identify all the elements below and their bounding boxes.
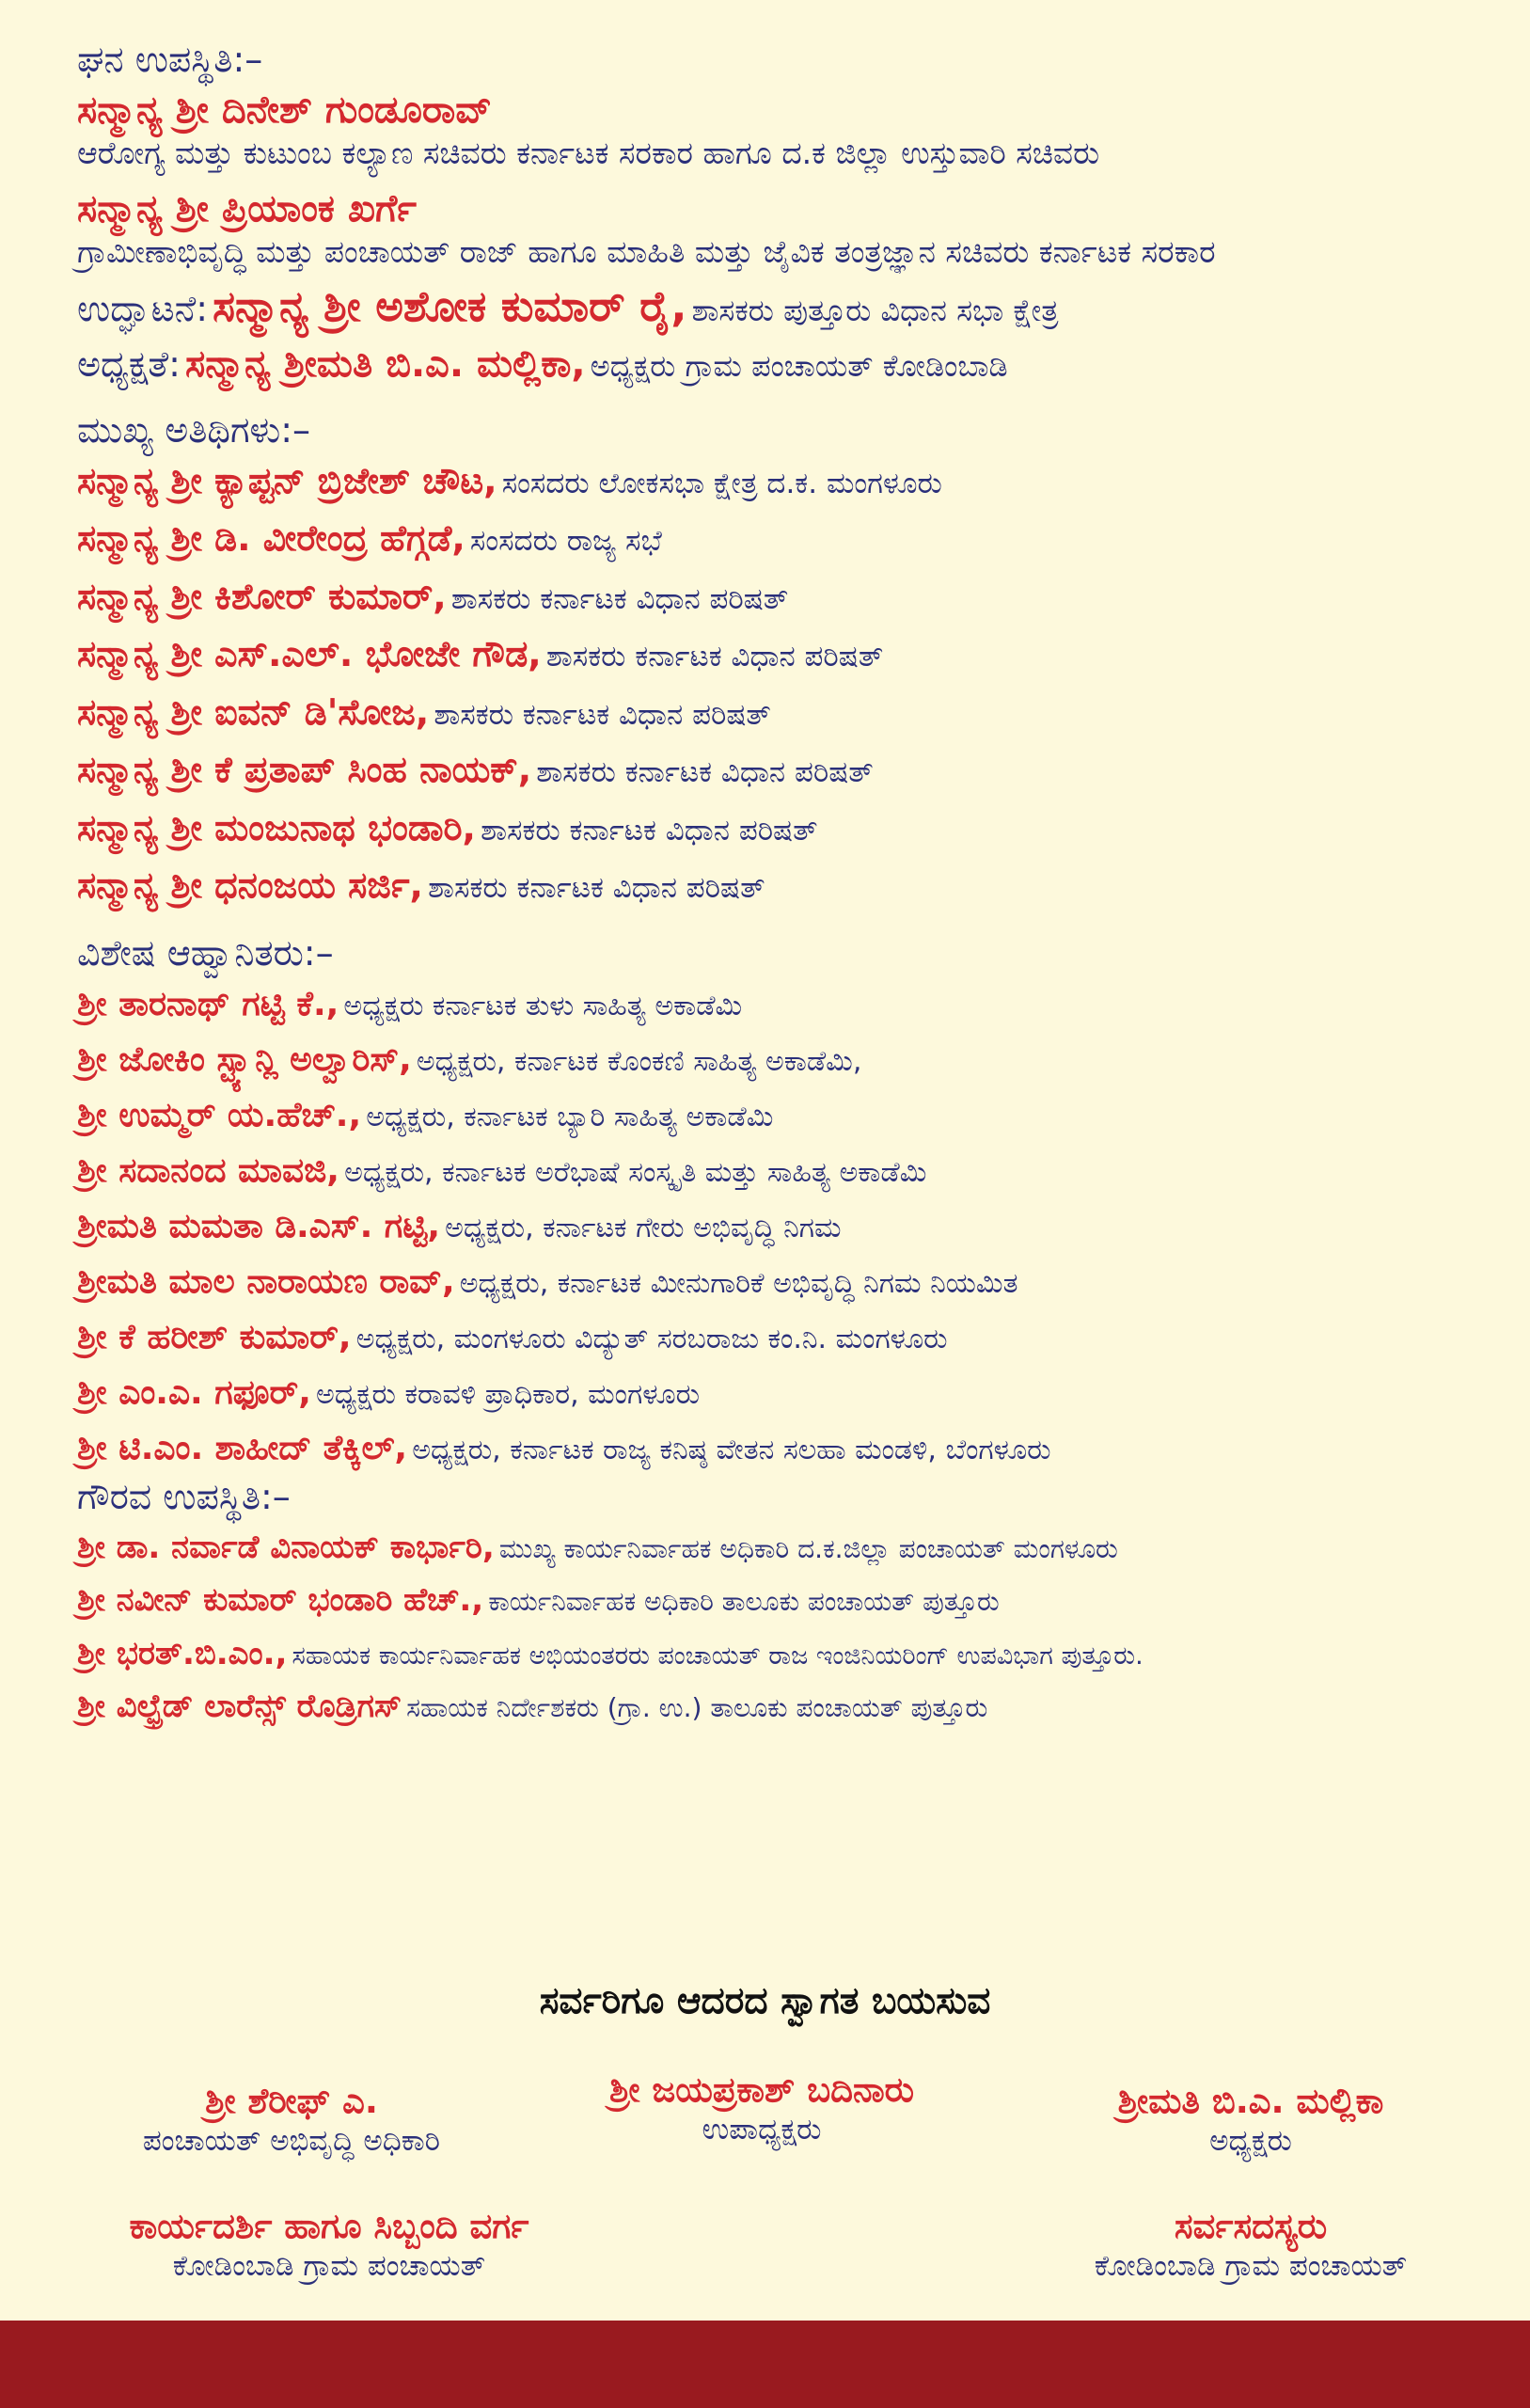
guest-role: ಸಂಸದರು ರಾಜ್ಯ ಸಭೆ [469, 524, 662, 559]
honorary-role: ಕಾರ್ಯನಿರ್ವಾಹಕ ಅಧಿಕಾರಿ ತಾಲೂಕು ಪಂಚಾಯತ್ ಪುತ್ತೂರು [488, 1586, 1000, 1618]
presidency-name: ಸನ್ಮಾನ್ಯ ಶ್ರೀಮತಿ ಬಿ.ಎ. ಮಲ್ಲಿಕಾ, [185, 342, 586, 387]
invitee-row [77, 1371, 1488, 1414]
guest-role: ಸಂಸದರು ಲೋಕಸಭಾ ಕ್ಷೇತ್ರ ದ.ಕ. ಮಂಗಳೂರು [501, 466, 942, 500]
honorary-role: ಸಹಾಯಕ ನಿರ್ದೇಶಕರು (ಗ್ರಾ. ಉ.) ತಾಲೂಕು ಪಂಚಾಯತ್ ಪುತ್ತೂರು [406, 1692, 988, 1724]
signatory-secretary-staff [56, 2206, 602, 2286]
dignitary-role: ಗ್ರಾಮೀಣಾಭಿವೃದ್ಧಿ ಮತ್ತು ಪಂಚಾಯತ್ ರಾಜ್ ಹಾಗೂ ಮಾಹಿತಿ ಮತ್ತು ಜೈವಿಕ ತಂತ್ರಜ್ಞಾನ ಸಚಿವರು ಕರ್ನಾಟಕ ಸರಕಾರ [77, 232, 1216, 270]
invitee-name: ಶ್ರೀ ಟಿ.ಎಂ. ಶಾಹೀದ್ ತೆಕ್ಕಿಲ್, [77, 1429, 408, 1468]
invitee-role: ಅಧ್ಯಕ್ಷರು, ಕರ್ನಾಟಕ ಮೀನುಗಾರಿಕೆ ಅಭಿವೃದ್ಧಿ ನಿಗಮ ನಿಯಮಿತ [459, 1267, 1018, 1301]
guest-role: ಶಾಸಕರು ಕರ್ನಾಟಕ ವಿಧಾನ ಪರಿಷತ್ [450, 581, 789, 616]
invitee-row [77, 1260, 1488, 1303]
signatory-name: ಶ್ರೀಮತಿ ಬಿ.ಎ. ಮಲ್ಲಿಕಾ [1117, 2081, 1384, 2121]
invitee-row [77, 1316, 1488, 1358]
guest-role: ಶಾಸಕರು ಕರ್ನಾಟಕ ವಿಧಾನ ಪರಿಷತ್ [481, 813, 818, 848]
guest-name: ಸನ್ಮಾನ್ಯ ಶ್ರೀ ಕಿಶೋರ್ ಕುಮಾರ್, [77, 575, 447, 617]
dignitary-name: ಸನ್ಮಾನ್ಯ ಶ್ರೀ ದಿನೇಶ್ ಗುಂಡೂರಾವ್ [77, 87, 492, 132]
invitee-row [77, 1205, 1488, 1247]
invitee-name: ಶ್ರೀ ಸದಾನಂದ ಮಾವಜಿ, [77, 1151, 339, 1191]
signatory-name: ಶ್ರೀ ಜಯಪ್ರಕಾಶ್ ಬದಿನಾರು [608, 2069, 915, 2110]
signatory-president [1034, 2081, 1467, 2161]
inauguration-line [77, 280, 1488, 333]
guest-role: ಶಾಸಕರು ಕರ್ನಾಟಕ ವಿಧಾನ ಪರಿಷತ್ [536, 755, 874, 790]
signatory-role: ಕೋಡಿಂಬಾಡಿ ಗ್ರಾಮ ಪಂಚಾಯತ್ [172, 2249, 486, 2284]
guest-row [77, 575, 1488, 620]
honorary-list [77, 1528, 1488, 1727]
invitee-name: ಶ್ರೀಮತಿ ಮಾಲ ನಾರಾಯಣ ರಾವ್, [77, 1262, 455, 1302]
guest-row [77, 459, 1488, 504]
invitee-row [77, 1427, 1488, 1469]
signatory-name: ಸರ್ವಸದಸ್ಯರು [1174, 2206, 1328, 2246]
dignitary-entry [77, 185, 1488, 271]
guest-name: ಸನ್ಮಾನ್ಯ ಶ್ರೀ ಎಸ್.ಎಲ್. ಭೋಜೇ ಗೌಡ, [77, 633, 542, 675]
footer-bar [0, 2321, 1530, 2408]
invitee-name: ಶ್ರೀಮತಿ ಮಮತಾ ಡಿ.ಎಸ್. ಗಟ್ಟಿ, [77, 1207, 441, 1246]
guest-name: ಸನ್ಮಾನ್ಯ ಶ್ರೀ ಕೆ ಪ್ರತಾಪ್ ಸಿಂಹ ನಾಯಕ್, [77, 749, 532, 791]
invitee-row [77, 983, 1488, 1025]
chief-guests-list [77, 459, 1488, 909]
guest-role: ಶಾಸಕರು ಕರ್ನಾಟಕ ವಿಧಾನ ಪರಿಷತ್ [545, 640, 884, 674]
honorary-row [77, 1580, 1488, 1621]
invitee-role: ಅಧ್ಯಕ್ಷರು, ಕರ್ನಾಟಕ ಗೇರು ಅಭಿವೃದ್ಧಿ ನಿಗಮ [445, 1212, 842, 1245]
signatory-name: ಕಾರ್ಯದರ್ಶಿ ಹಾಗೂ ಸಿಬ್ಬಂದಿ ವರ್ಗ [129, 2206, 529, 2246]
guest-name: ಸನ್ಮಾನ್ಯ ಶ್ರೀ ಐವನ್ ಡಿ'ಸೋಜ, [77, 690, 430, 733]
invitee-name: ಶ್ರೀ ಎಂ.ಎ. ಗಫೂರ್, [77, 1373, 311, 1413]
honorary-heading: ಗೌರವ ಉಪಸ್ಥಿತಿ:– [77, 1476, 291, 1518]
invitee-role: ಅಧ್ಯಕ್ಷರು, ಕರ್ನಾಟಕ ರಾಜ್ಯ ಕನಿಷ್ಠ ವೇತನ ಸಲಹಾ ಮಂಡಳಿ, ಬೆಂಗಳೂರು [412, 1434, 1051, 1467]
honorary-name: ಶ್ರೀ ನವೀನ್ ಕುಮಾರ್ ಭಂಡಾರಿ ಹೆಚ್., [77, 1581, 484, 1620]
invitation-body [77, 38, 1488, 1727]
guest-name: ಸನ್ಮಾನ್ಯ ಶ್ರೀ ಧನಂಜಯ ಸರ್ಜಿ, [77, 864, 423, 907]
inauguration-role: ಶಾಸಕರು ಪುತ್ತೂರು ವಿಧಾನ ಸಭಾ ಕ್ಷೇತ್ರ [691, 293, 1059, 328]
signatory-vice-president [527, 2069, 997, 2149]
guest-row [77, 632, 1488, 677]
dignitary-heading: ಘನ ಉಪಸ್ಥಿತಿ:– [77, 39, 263, 80]
guest-role: ಶಾಸಕರು ಕರ್ನಾಟಕ ವಿಧಾನ ಪರಿಷತ್ [428, 871, 765, 906]
guest-row [77, 863, 1488, 909]
signatory-role: ಕೋಡಿಂಬಾಡಿ ಗ್ರಾಮ ಪಂಚಾಯತ್ [1094, 2249, 1408, 2284]
invitee-role: ಅಧ್ಯಕ್ಷರು ಕರಾವಳಿ ಪ್ರಾಧಿಕಾರ, ಮಂಗಳೂರು [316, 1378, 701, 1412]
honorary-name: ಶ್ರೀ ವಿಲ್ಫ್ರೆಡ್ ಲಾರೆನ್ಸ್ ರೊಡ್ರಿಗಸ್ [77, 1687, 402, 1726]
signatory-pdo [75, 2081, 508, 2161]
inauguration-name: ಸನ್ಮಾನ್ಯ ಶ್ರೀ ಅಶೋಕ ಕುಮಾರ್ ರೈ, [213, 281, 687, 331]
guest-row [77, 516, 1488, 562]
invitee-name: ಶ್ರೀ ತಾರನಾಥ್ ಗಟ್ಟಿ ಕೆ., [77, 985, 339, 1024]
welcome-heading: ಸರ್ವರಿಗೂ ಆದರದ ಸ್ವಾಗತ ಬಯಸುವ [539, 1980, 991, 2022]
invitee-name: ಶ್ರೀ ಉಮ್ಮರ್ ಯ.ಹೆಚ್., [77, 1096, 362, 1135]
signatory-all-members [1016, 2206, 1486, 2286]
honorary-role: ಮುಖ್ಯ ಕಾರ್ಯನಿರ್ವಾಹಕ ಅಧಿಕಾರಿ ದ.ಕ.ಜಿಲ್ಲಾ ಪಂಚಾಯತ್ ಮಂಗಳೂರು [498, 1532, 1118, 1564]
guest-name: ಸನ್ಮಾನ್ಯ ಶ್ರೀ ಡಿ. ವೀರೇಂದ್ರ ಹೆಗ್ಗಡೆ, [77, 517, 465, 560]
invitee-role: ಅಧ್ಯಕ್ಷರು, ಕರ್ನಾಟಕ ಕೊಂಕಣಿ ಸಾಹಿತ್ಯ ಅಕಾಡೆಮಿ, [416, 1045, 862, 1079]
dignitary-name: ಸನ್ಮಾನ್ಯ ಶ್ರೀ ಪ್ರಿಯಾಂಕ ಖರ್ಗೆ [77, 186, 417, 230]
invitee-role: ಅಧ್ಯಕ್ಷರು, ಕರ್ನಾಟಕ ಅರೆಭಾಷೆ ಸಂಸ್ಕೃತಿ ಮತ್ತು ಸಾಹಿತ್ಯ ಅಕಾಡೆಮಿ [344, 1156, 927, 1190]
signatory-role: ಅಧ್ಯಕ್ಷರು [1209, 2124, 1292, 2159]
invitee-name: ಶ್ರೀ ಜೋಕಿಂ ಸ್ಟ್ಯಾನ್ಲಿ ಅಲ್ವಾರಿಸ್, [77, 1040, 412, 1080]
special-invitees-list [77, 983, 1488, 1469]
invitee-role: ಅಧ್ಯಕ್ಷರು, ಮಂಗಳೂರು ವಿದ್ಯುತ್ ಸರಬರಾಜು ಕಂ.ನಿ. ಮಂಗಳೂರು [355, 1323, 948, 1356]
special-invitees-heading: ವಿಶೇಷ ಆಹ್ವಾನಿತರು:– [77, 931, 334, 974]
honorary-row [77, 1528, 1488, 1568]
dignitary-role: ಆರೋಗ್ಯ ಮತ್ತು ಕುಟುಂಬ ಕಲ್ಯಾಣ ಸಚಿವರು ಕರ್ನಾಟಕ ಸರಕಾರ ಹಾಗೂ ದ.ಕ ಜಿಲ್ಲಾ ಉಸ್ತುವಾರಿ ಸಚಿವರು [77, 134, 1100, 171]
guest-row [77, 748, 1488, 793]
guest-row [77, 806, 1488, 851]
honorary-row [77, 1634, 1488, 1674]
signatory-role: ಪಂಚಾಯತ್ ಅಭಿವೃದ್ಧಿ ಅಧಿಕಾರಿ [142, 2124, 441, 2159]
presidency-role: ಅಧ್ಯಕ್ಷರು ಗ್ರಾಮ ಪಂಚಾಯತ್ ಕೋಡಿಂಬಾಡಿ [590, 348, 1008, 385]
chief-guests-heading: ಮುಖ್ಯ ಅತಿಥಿಗಳು:– [77, 409, 311, 452]
invitee-name: ಶ್ರೀ ಕೆ ಹರೀಶ್ ಕುಮಾರ್, [77, 1318, 352, 1357]
signatory-role: ಉಪಾಧ್ಯಕ್ಷರು [702, 2113, 822, 2147]
honorary-role: ಸಹಾಯಕ ಕಾರ್ಯನಿರ್ವಾಹಕ ಅಭಿಯಂತರರು ಪಂಚಾಯತ್ ರಾಜ ಇಂಜಿನಿಯರಿಂಗ್ ಉಪವಿಭಾಗ ಪುತ್ತೂರು. [292, 1640, 1144, 1671]
dignitary-entry [77, 87, 1488, 172]
guest-role: ಶಾಸಕರು ಕರ್ನಾಟಕ ವಿಧಾನ ಪರಿಷತ್ [434, 697, 771, 732]
guest-name: ಸನ್ಮಾನ್ಯ ಶ್ರೀ ಕ್ಯಾಪ್ಟನ್ ಬ್ರಿಜೇಶ್ ಚೌಟ, [77, 459, 497, 501]
honorary-name: ಶ್ರೀ ಡಾ. ನರ್ವಾಡೆ ವಿನಾಯಕ್ ಕಾರ್ಭಾರಿ, [77, 1528, 495, 1566]
inauguration-label: ಉದ್ಘಾಟನೆ: [77, 288, 209, 329]
invitee-row [77, 1094, 1488, 1136]
invitee-row [77, 1149, 1488, 1192]
presidency-label: ಅಧ್ಯಕ್ಷತೆ: [77, 343, 181, 386]
presidency-line [77, 341, 1488, 388]
invitee-row [77, 1038, 1488, 1081]
honorary-row [77, 1687, 1488, 1727]
guest-row [77, 690, 1488, 736]
invitee-role: ಅಧ್ಯಕ್ಷರು, ಕರ್ನಾಟಕ ಬ್ಯಾರಿ ಸಾಹಿತ್ಯ ಅಕಾಡೆಮಿ [366, 1101, 774, 1134]
honorary-name: ಶ್ರೀ ಭರತ್.ಬಿ.ಎಂ., [77, 1634, 288, 1672]
signatory-name: ಶ್ರೀ ಶೆರೀಫ್ ಎ. [205, 2081, 378, 2121]
guest-name: ಸನ್ಮಾನ್ಯ ಶ್ರೀ ಮಂಜುನಾಥ ಭಂಡಾರಿ, [77, 806, 476, 848]
invitee-role: ಅಧ್ಯಕ್ಷರು ಕರ್ನಾಟಕ ತುಳು ಸಾಹಿತ್ಯ ಅಕಾಡೆಮಿ [343, 990, 743, 1023]
